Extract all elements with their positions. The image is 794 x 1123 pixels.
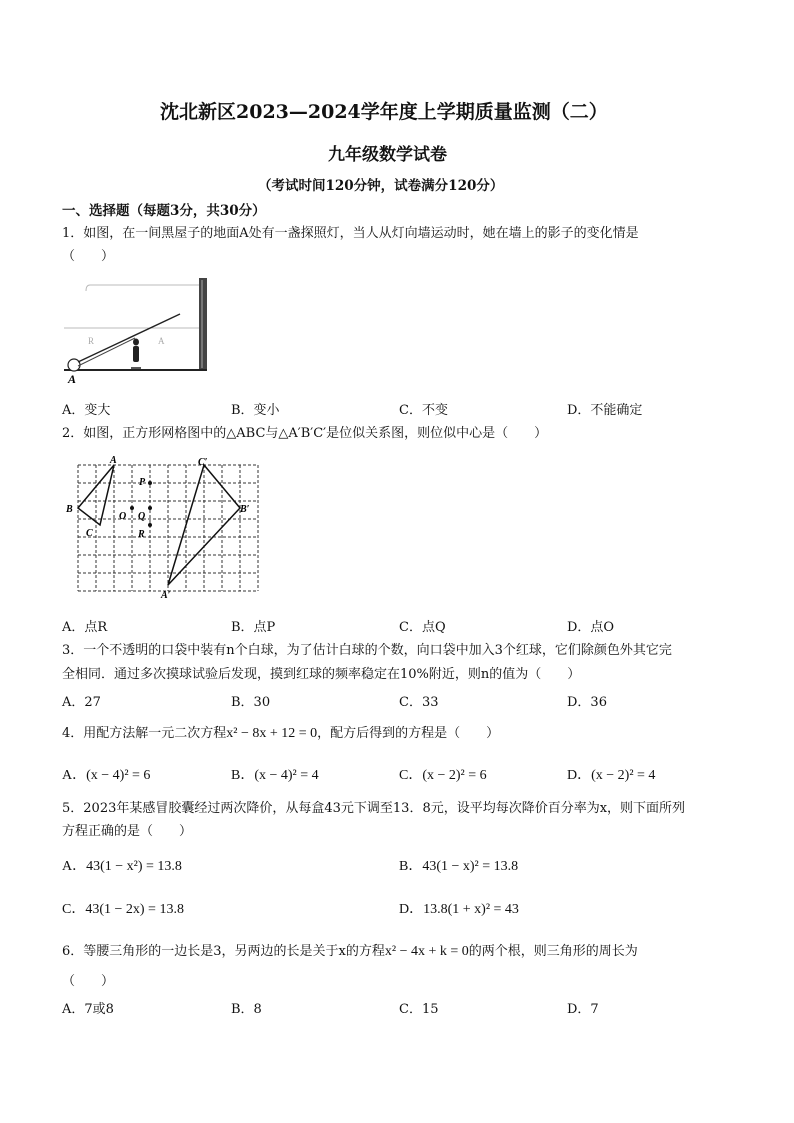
q4-text-pre: 4．用配方法解一元二次方程 — [62, 726, 227, 741]
svg-text:R: R — [88, 336, 95, 346]
q3-line1: 3．一个不透明的口袋中装有n个白球，为了估计白球的个数，向口袋中加入3个红球，它们除颜色外其它完 — [62, 643, 672, 658]
q2-label-p: P — [139, 477, 146, 488]
q1-option-a[interactable]: A．变大 — [62, 403, 111, 418]
q2-option-a[interactable]: A．点R — [62, 620, 108, 635]
q6-text — [62, 940, 638, 963]
q2-option-b[interactable]: B．点P — [231, 620, 276, 635]
q3-line2: 全相同．通过多次摸球试验后发现，摸到红球的频率稳定在10%附近，则n的值为（ ） — [62, 667, 581, 682]
q2-label-c-prime: C′ — [198, 457, 208, 468]
q5-option-a[interactable]: A．43(1 − x²) = 13.8 — [62, 859, 182, 874]
q5-option-b[interactable]: B．43(1 − x)² = 13.8 — [399, 859, 519, 874]
q6-option-b[interactable]: B．8 — [231, 1002, 262, 1017]
q1-figure — [60, 276, 220, 388]
q1-paren: （ ） — [62, 249, 115, 264]
exam-note: （考试时间120分钟，试卷满分120分） — [258, 178, 504, 194]
q4-option-a[interactable]: A．(x − 4)² = 6 — [62, 768, 151, 783]
svg-text:A: A — [158, 336, 165, 346]
q1-option-d[interactable]: D．不能确定 — [567, 403, 643, 418]
section-heading: 一、选择题（每题3分，共30分） — [62, 203, 266, 219]
q2-label-b: B — [66, 504, 73, 515]
q4-option-b[interactable]: B．(x − 4)² = 4 — [231, 768, 319, 783]
q3-option-a[interactable]: A．27 — [62, 695, 101, 710]
q2-option-c[interactable]: C．点Q — [399, 620, 446, 635]
q4-option-c[interactable]: C．(x − 2)² = 6 — [399, 768, 487, 783]
q1-option-b[interactable]: B．变小 — [231, 403, 280, 418]
q2-label-a: A — [110, 455, 117, 466]
q2-label-c: C — [86, 528, 93, 539]
q4-text — [62, 722, 499, 745]
q5-option-c[interactable]: C．43(1 − 2x) = 13.8 — [62, 902, 184, 917]
q4-option-d[interactable]: D．(x − 2)² = 4 — [567, 768, 656, 783]
exam-title: 沈北新区2023—2024学年度上学期质量监测（二） — [160, 101, 608, 123]
q2-label-b-prime: B′ — [240, 504, 250, 515]
q6-option-a[interactable]: A．7或8 — [62, 1002, 114, 1017]
q4-equation: x² − 8x + 12 = 0 — [226, 726, 318, 741]
q2-option-d[interactable]: D．点O — [567, 620, 615, 635]
q5-line1: 5．2023年某感冒胶囊经过两次降价，从每盒43元下调至13．8元，设平均每次降价百分率为x，则下面所列 — [62, 801, 686, 816]
q1-label-a: A — [68, 372, 77, 386]
q2-label-a-prime: A′ — [161, 590, 171, 601]
q6-text-pre: 6．等腰三角形的一边长是3，另两边的长是关于x的方程 — [62, 944, 385, 959]
q6-option-d[interactable]: D．7 — [567, 1002, 599, 1017]
q3-option-c[interactable]: C．33 — [399, 695, 439, 710]
q6-equation: x² − 4x + k = 0 — [384, 944, 469, 959]
q2-label-o: O — [119, 511, 127, 522]
q3-option-d[interactable]: D．36 — [567, 695, 607, 710]
q2-label-q: Q — [138, 511, 146, 522]
q6-paren: （ ） — [62, 974, 115, 989]
q5-option-d[interactable]: D．13.8(1 + x)² = 43 — [399, 902, 519, 917]
q3-option-b[interactable]: B．30 — [231, 695, 271, 710]
q2-text: 2．如图，正方形网格图中的△ABC与△A′B′C′是位似关系图，则位似中心是（ ） — [62, 426, 548, 441]
q2-grid-figure — [64, 455, 264, 601]
q1-text: 1．如图，在一间黑屋子的地面A处有一盏探照灯，当人从灯向墙运动时，她在墙上的影子的变化情是 — [62, 226, 639, 241]
q5-line2: 方程正确的是（ ） — [62, 824, 193, 839]
q1-option-c[interactable]: C．不变 — [399, 403, 448, 418]
q2-label-r: R — [138, 529, 145, 540]
q6-option-c[interactable]: C．15 — [399, 1002, 439, 1017]
q4-text-post: ，配方后得到的方程是（ ） — [317, 726, 500, 741]
exam-subtitle: 九年级数学试卷 — [328, 145, 447, 165]
q6-text-post: 的两个根，则三角形的周长为 — [468, 944, 638, 959]
